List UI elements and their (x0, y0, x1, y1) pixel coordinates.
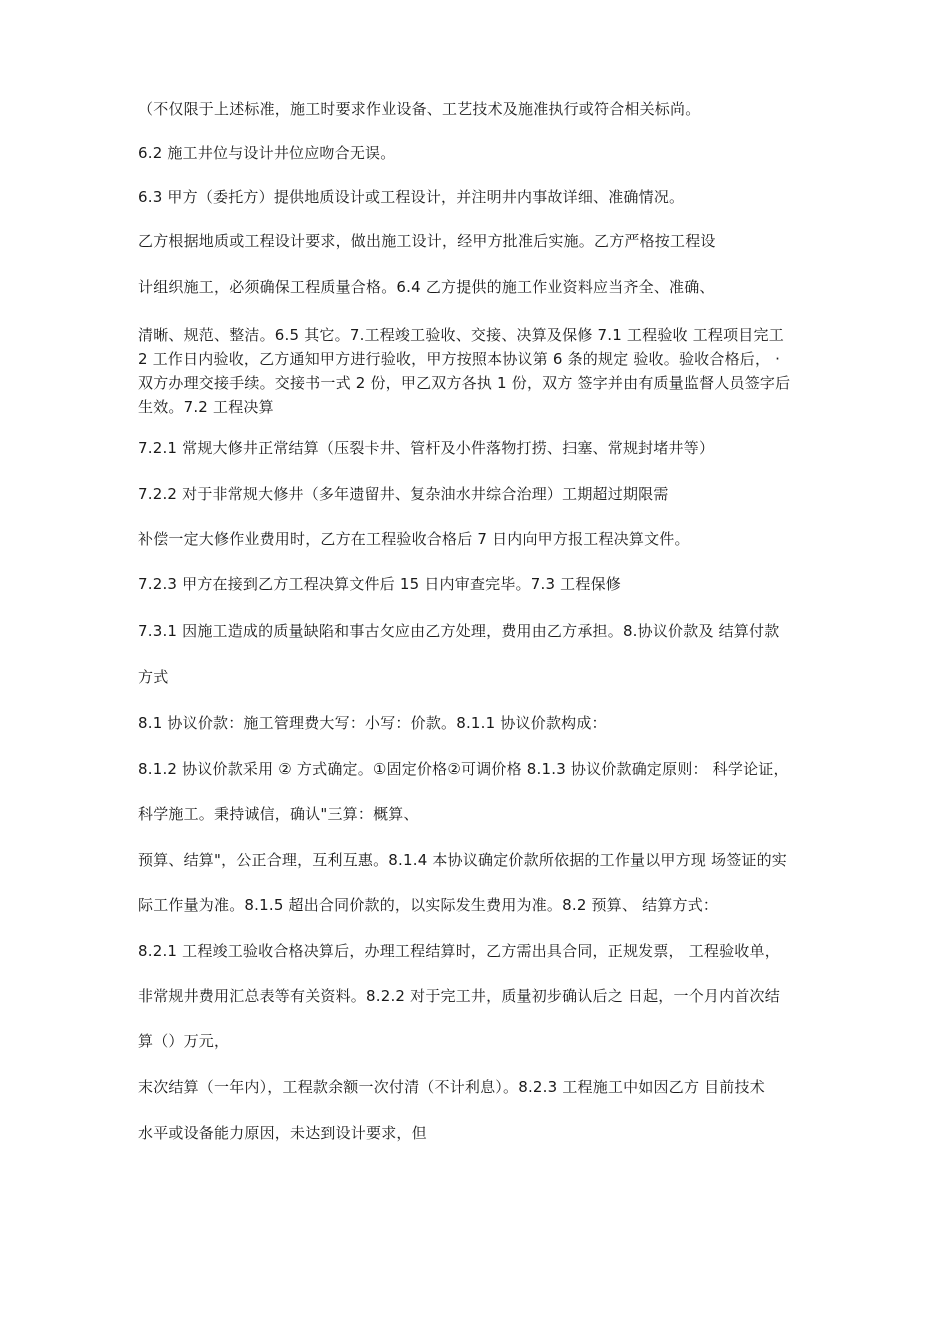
text-line-11: 7.2.2 对于非常规大修井（多年遗留井、复杂油水井综合治理）工期超过期限需 (138, 485, 669, 503)
text-line-18: 科学施工。秉持诚信，确认"三算：概算、 (138, 805, 419, 823)
text-line-12: 补偿一定大修作业费用时，乙方在工程验收合格后 7 日内向甲方报工程决算文件。 (138, 530, 690, 548)
text-line-19: 预算、结算"，公正合理，互利互惠。8.1.4 本协议确定价款所依据的工作量以甲方现 场签证的实 (138, 851, 788, 869)
text-line-17: 8.1.2 协议价款采用 ② 方式确定。①固定价格②可调价格 8.1.3 协议价款确定原则： 科学论证， (138, 760, 789, 778)
text-line-15: 方式 (138, 668, 169, 686)
text-line-23: 算（）万元， (138, 1032, 230, 1050)
text-line-3: 6.3 甲方（委托方）提供地质设计或工程设计，并注明井内事故详细、准确情况。 (138, 188, 685, 206)
text-line-9: 生效。7.2 工程决算 (138, 398, 274, 416)
text-line-6: 清晰、规范、整洁。6.5 其它。7.工程竣工验收、交接、决算及保修 7.1 工程验收 工程项目完工 (138, 326, 784, 344)
text-line-2: 6.2 施工井位与设计井位应吻合无误。 (138, 144, 396, 162)
text-line-1: （不仅限于上述标准，施工时要求作业设备、工艺技术及施准执行或符合相关标尚。 (138, 100, 701, 118)
text-line-20: 际工作量为准。8.1.5 超出合同价款的，以实际发生费用为准。8.2 预算、 结算方式： (138, 896, 719, 914)
text-line-14: 7.3.1 因施工造成的质量缺陷和事古攵应由乙方处理，费用由乙方承担。8.协议价款及 结算付款 (138, 622, 780, 640)
text-line-13: 7.2.3 甲方在接到乙方工程决算文件后 15 日内审查完毕。7.3 工程保修 (138, 575, 621, 593)
text-line-5: 计组织施工，必须确保工程质量合格。6.4 乙方提供的施工作业资料应当齐全、准确、 (138, 278, 715, 296)
text-line-21: 8.2.1 工程竣工验收合格决算后，办理工程结算时，乙方需出具合同，正规发票， 工程验收单， (138, 942, 780, 960)
text-line-4: 乙方根据地质或工程设计要求，做出施工设计，经甲方批准后实施。乙方严格按工程设 (138, 232, 716, 250)
text-line-22: 非常规井费用汇总表等有关资料。8.2.2 对于完工井，质量初步确认后之 日起，一个月内首次结 (138, 987, 780, 1005)
text-line-8: 双方办理交接手续。交接书一式 2 份，甲乙双方各执 1 份，双方 签字并由有质量监督人员签字后 (138, 374, 791, 392)
text-line-25: 水平或设备能力原因，未达到设计要求，但 (138, 1124, 427, 1142)
text-line-7: 2 工作日内验收，乙方通知甲方进行验收，甲方按照本协议第 6 条的规定 验收。验收合格后， · (138, 350, 781, 368)
text-line-16: 8.1 协议价款：施工管理费大写：小写：价款。8.1.1 协议价款构成： (138, 714, 607, 732)
text-line-24: 末次结算（一年内），工程款余额一次付清（不计利息）。8.2.3 工程施工中如因乙方 目前技术 (138, 1078, 765, 1096)
text-line-10: 7.2.1 常规大修井正常结算（压裂卡井、管杆及小件落物打捞、扫塞、常规封堵井等） (138, 439, 715, 457)
